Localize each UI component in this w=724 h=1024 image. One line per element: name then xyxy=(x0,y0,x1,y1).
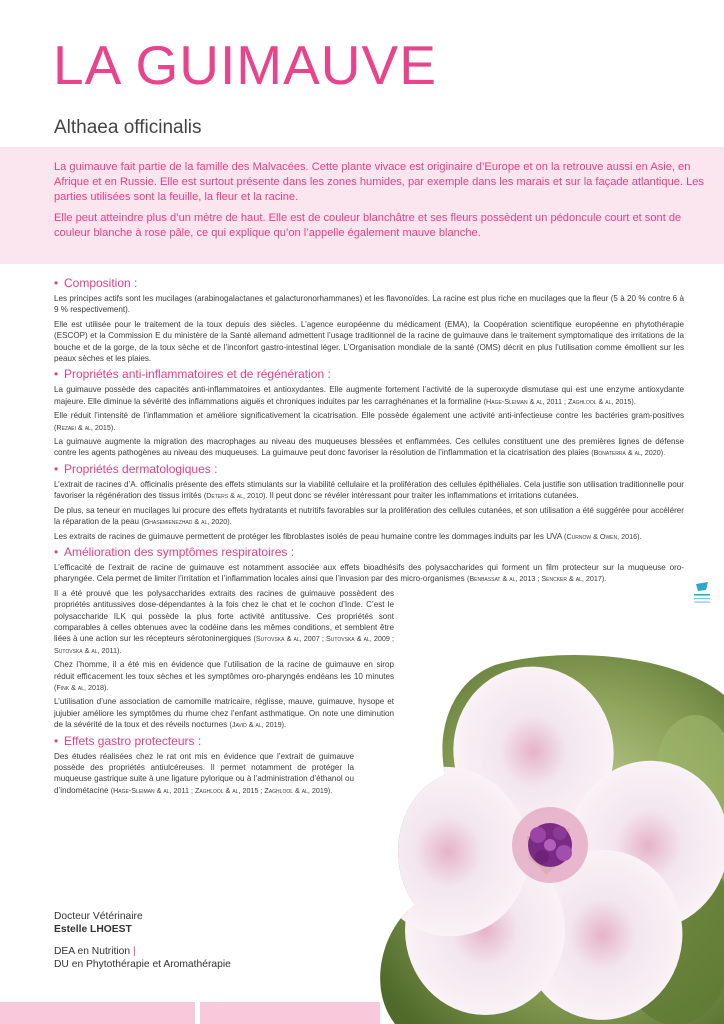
page-title: LA GUIMAUVE xyxy=(53,34,437,96)
paragraph: L’efficacité de l’extrait de racine de guimauve est notamment associée aux effets bioadhésifs des polysaccharides qui forment un film protecteur sur la muqueuse oro-pharyngée. Cela permet de limiter l’irritation et l’inflammation locales ainsi que l’invasion par des micro-organismes (Benbassat & al, 2013 ; Sencker & al, 2017). xyxy=(54,562,684,584)
paragraph: La guimauve augmente la migration des macrophages au niveau des muqueuses blessées et enflammées. Ces cellules constituent une des premières lignes de défense contre les agents pathogènes au niveau des muqueuses. La guimauve peut donc favoriser la résolution de l’inflammation et la cicatrisation des plaies (Bonaterra & al, 2020). xyxy=(54,437,684,458)
citation: (Bonaterra & al, 2020). xyxy=(591,448,666,458)
paragraph: L’utilisation d’une association de camomille matricaire, réglisse, mauve, guimauve, hysope et jujubier améliore les symptômes du rhume chez l’enfant asthmatique. On note une diminution de la sévérité de la toux et des réveils nocturnes (Javid & al, 2019). xyxy=(54,697,394,730)
author-degree-1: DEA en Nutrition | xyxy=(54,946,136,957)
section-title: • Composition : xyxy=(54,276,684,290)
citation: (Javid & al, 2019). xyxy=(229,720,287,730)
paragraph: Elle est utilisée pour le traitement de la toux depuis des siècles. L’agence européenne du médicament (EMA), la Coopération scientifique européenne en phytothérapie (ESCOP) et la Commission E du ministère de la Santé allemand admettent l’usage traditionnel de la racine de guimauve dans le traitement symptomatique des irritations de la bouche et de la gorge, de la toux sèche et de l’inconfort gastro-intestinal léger. L’Organisation mondiale de la santé (OMS) décrit en plus l’utilisation comme émollient sur les peaux sèches et les plaies. xyxy=(54,319,684,364)
page-subtitle: Althaea officinalis xyxy=(54,117,202,138)
citation: (Fink & al, 2018). xyxy=(54,682,109,692)
author-role: Docteur Vétérinaire xyxy=(54,911,143,922)
section-title: • Effets gastro protecteurs : xyxy=(54,734,684,748)
paragraph: Il a été prouvé que les polysaccharides extraits des racines de guimauve possèdent des propriétés antitussives dose-dépendantes à la fois chez le chat et le cochon d’Inde. C’est le polysaccharide ILK qui possède la plus forte activité antitussive. Ces propriétés sont comparables à celles obtenues avec la codéine dans les mêmes conditions, et semblent être liées à une action sur les récepteurs sérotoninergiques (Sutovska & al, 2007 ; Sutovska & al, 2009 ; Sutovska & al, 2011). xyxy=(54,588,394,655)
paragraph: Elle réduit l’intensité de l’inflammation et améliore significativement la cicatrisation. Elle possède également une activité anti-infectieuse contre les bactéries gram-positives (Rezaei & al, 2015). xyxy=(54,411,684,432)
publisher-logo-icon xyxy=(692,580,712,606)
intro-text xyxy=(54,160,712,246)
intro-paragraph-1: La guimauve fait partie de la famille des Malvacées. Cette plante vivace est originaire d’Europe et on la retrouve aussi en Asie, en Afrique et en Russie. Elle est surtout présente dans les zones humides, par exemple dans les marais et sur la façade atlantique. Les parties utilisées sont la feuille, la fleur et la racine. xyxy=(54,161,704,204)
citation: (Hage-Sleiman & al, 2011 ; Zaghlool & al, 2015 ; Zaghlool & al, 2019). xyxy=(110,785,333,795)
footer-strip-middle xyxy=(200,1002,380,1024)
citation: (Hage-Sleiman & al, 2011 ; Zaghlool & al, 2015). xyxy=(483,396,636,406)
section-dermatologiques xyxy=(54,462,684,542)
author-block xyxy=(54,910,231,971)
paragraph: Les extraits de racines de guimauve permettent de protéger les fibroblastes isolés de peau humaine contre les dommages induits par les UVA (Curnow & Owen, 2016). xyxy=(54,531,642,541)
paragraph: De plus, sa teneur en mucilages lui procure des effets hydratants et nutritifs favorables sur la prolifération des cellules cutanées, et son utilisation a été suggérée pour accélérer la réparation de la peau (Ghasemienezhad & al, 2020). xyxy=(54,505,684,527)
separator: | xyxy=(133,946,136,957)
citation: (Sutovska & al, 2007 ; Sutovska & al, 2009 ; Sutovska & al, 2011). xyxy=(54,634,394,655)
citation: (Rezaei & al, 2015). xyxy=(54,422,116,432)
citation: (Curnow & Owen, 2016). xyxy=(564,531,642,541)
section-title: • Amélioration des symptômes respiratoires : xyxy=(54,545,684,559)
paragraph: Chez l’homme, il a été mis en évidence que l’utilisation de la racine de guimauve en sirop réduit efficacement les toux sèches et les symptômes oro-pharyngés endéans les 10 minutes (Fink & al, 2018). xyxy=(54,660,394,692)
intro-paragraph-2: Elle peut atteindre plus d’un mètre de haut. Elle est de couleur blanchâtre et ses fleurs possèdent un pédoncule court et sont de couleur blanche à rose pâle, ce qui explique qu’on l’appelle également mauve blanche. xyxy=(54,211,682,239)
section-anti-inflammatoires xyxy=(54,367,684,458)
citation: (Benbassat & al, 2013 ; Sencker & al, 2017). xyxy=(466,574,607,584)
paragraph: Des études réalisées chez le rat ont mis en évidence que l’extrait de guimauve possède des propriétés antiulcéreuses. Il permet notamment de protéger la muqueuse gastrique suite à une ligature pylorique ou à l’administration d’éthanol ou d’indométacine (Hage-Sleiman & al, 2011 ; Zaghlool & al, 2015 ; Zaghlool & al, 2019). xyxy=(54,751,354,795)
author-degree-2: DU en Phytothérapie et Aromathérapie xyxy=(54,959,231,970)
footer-strip-left xyxy=(0,1002,195,1024)
mallow-flower-image xyxy=(375,655,724,1024)
paragraph: L’extrait de racines d’A. officinalis présente des effets stimulants sur la viabilité cellulaire et la prolifération des cellules épithéliales. Cela justifie son utilisation traditionnelle pour favoriser la régénération des tissus irrités (Deters & al, 2010). Il peut donc se révéler intéressant pour traiter les inflammations et irritations cutanées. xyxy=(54,479,684,501)
paragraph: La guimauve possède des capacités anti-inflammatoires et antioxydantes. Elle augmente fortement l’activité de la superoxyde dismutase qui est une enzyme antioxydante majeure. Elle diminue la sévérité des inflammations aiguës et chroniques induites par les carraghénanes et la formaline (Hage-Sleiman & al, 2011 ; Zaghlool & al, 2015). xyxy=(54,385,684,406)
section-title: • Propriétés anti-inflammatoires et de régénération : xyxy=(54,367,684,381)
section-title: • Propriétés dermatologiques : xyxy=(54,462,684,476)
section-composition xyxy=(54,276,684,364)
author-name: Estelle LHOEST xyxy=(54,924,132,935)
citation: (Deters & al, 2010). xyxy=(203,491,268,501)
paragraph: Les principes actifs sont les mucilages (arabinogalactanes et galacturonorhammanes) et les flavonoïdes. La racine est plus riche en mucilages que la fleur (5 à 20 % contre 6 à 9 % respectivement). xyxy=(54,294,684,315)
citation: (Ghasemienezhad & al, 2020). xyxy=(141,517,232,527)
